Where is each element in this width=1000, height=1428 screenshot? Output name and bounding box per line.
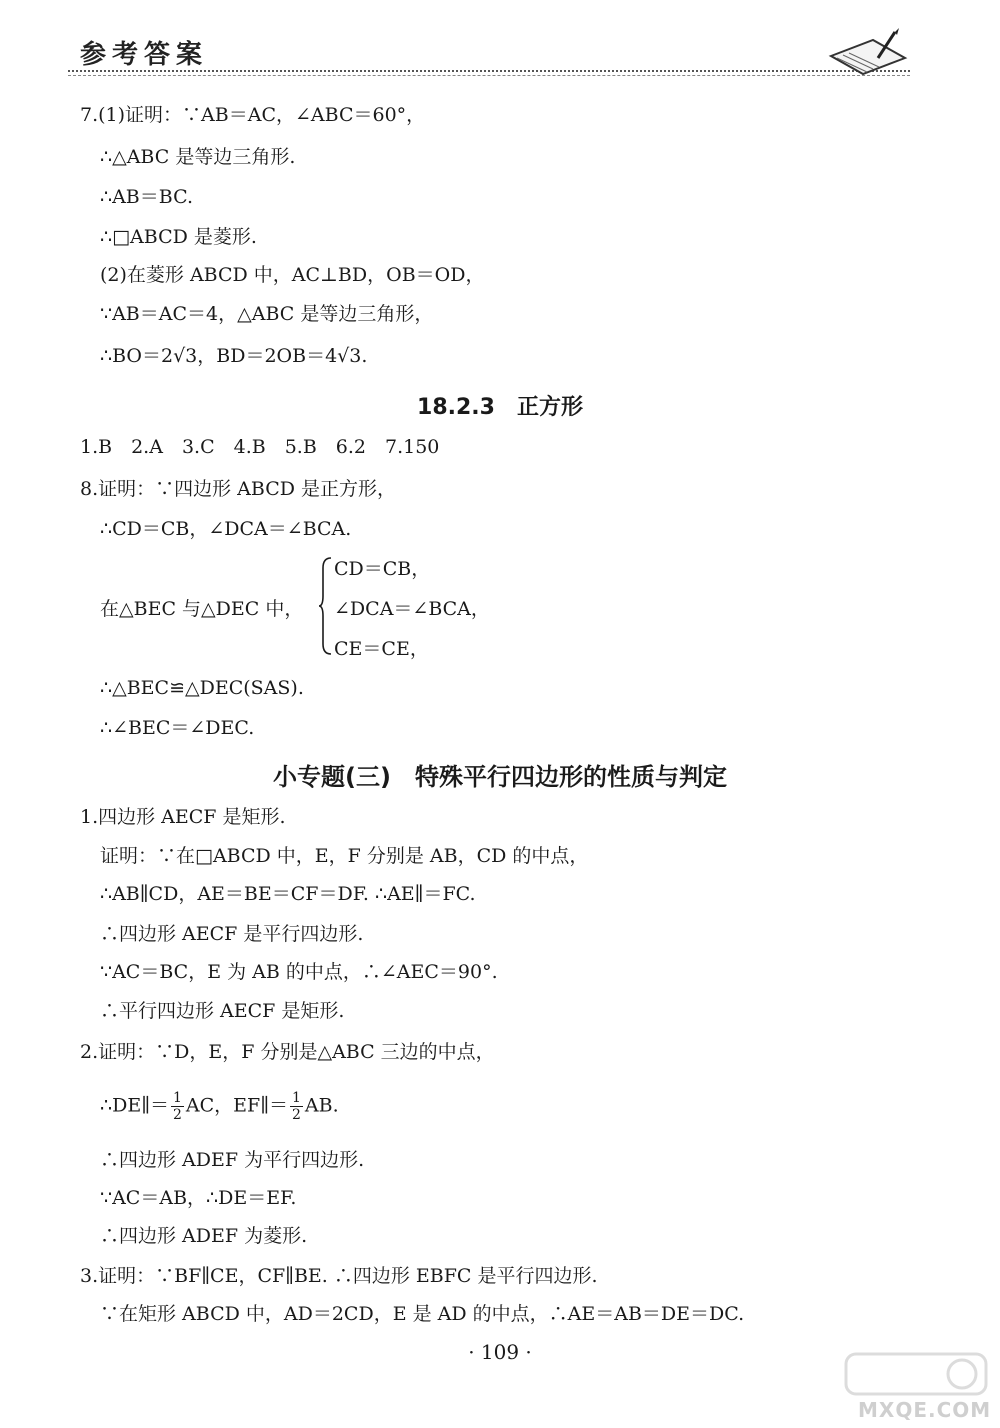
- p8-condition-1: CD＝CB，: [334, 558, 431, 580]
- fraction-half-2: [290, 1090, 303, 1123]
- s3-line-1: 3.证明：∵BF∥CE，CF∥BE. ∴四边形 EBFC 是平行四边形.: [80, 1265, 598, 1287]
- s2-line-2-part-c: AB.: [304, 1094, 339, 1117]
- header-rule: [68, 70, 910, 72]
- p8-condition-2: ∠DCA＝∠BCA，: [334, 598, 490, 620]
- p7-line-5: (2)在菱形 ABCD 中，AC⊥BD，OB＝OD，: [100, 264, 485, 286]
- s2-line-2: [100, 1090, 339, 1123]
- notebook-pen-icon: [823, 28, 913, 78]
- p8-line-4: ∴∠BEC＝∠DEC.: [100, 717, 255, 739]
- s1-line-6: ∴平行四边形 AECF 是矩形.: [100, 1000, 345, 1022]
- p8-line-2: ∴CD＝CB，∠DCA＝∠BCA.: [100, 518, 352, 540]
- s1-line-2: 证明：∵在□ABCD 中，E，F 分别是 AB，CD 的中点，: [100, 845, 589, 867]
- s2-line-1: 2.证明：∵D，E，F 分别是△ABC 三边的中点，: [80, 1041, 495, 1063]
- header-title: 参考答案: [80, 40, 209, 70]
- answers-1-7: 1.B 2.A 3.C 4.B 5.B 6.2 7.150: [80, 436, 440, 458]
- s1-line-4: ∴四边形 AECF 是平行四边形.: [100, 923, 364, 945]
- s2-line-4: ∵AC＝AB，∴DE＝EF.: [100, 1187, 297, 1209]
- header-rule-secondary: [68, 75, 910, 76]
- p7-line-2: ∴△ABC 是等边三角形.: [100, 146, 296, 168]
- watermark-text: MXQE.COM: [858, 1398, 992, 1422]
- curly-brace: [318, 556, 332, 656]
- section-title-special-3: 小专题(三) 特殊平行四边形的性质与判定: [273, 763, 727, 791]
- s1-line-5: ∵AC＝BC，E 为 AB 的中点，∴∠AEC＝90°.: [100, 961, 498, 983]
- watermark-logo-icon: [842, 1348, 992, 1398]
- p7-line-4: ∴□ABCD 是菱形.: [100, 226, 257, 248]
- p7-line-3: ∴AB＝BC.: [100, 186, 193, 208]
- section-title-18-2-3: 18.2.3 正方形: [417, 395, 583, 420]
- p8-line-1: 8.证明：∵四边形 ABCD 是正方形，: [80, 478, 397, 500]
- fraction-denominator: 2: [291, 1107, 301, 1123]
- fraction-numerator: 1: [172, 1090, 182, 1106]
- page-number: · 109 ·: [468, 1340, 532, 1364]
- p7-line-6: ∵AB＝AC＝4，△ABC 是等边三角形，: [100, 303, 434, 325]
- s1-line-3: ∴AB∥CD，AE＝BE＝CF＝DF. ∴AE∥＝FC.: [100, 883, 476, 905]
- p8-condition-3: CE＝CE，: [334, 638, 429, 660]
- fraction-denominator: 2: [172, 1107, 182, 1123]
- s2-line-2-part-a: ∴DE∥＝: [100, 1094, 169, 1117]
- s2-line-5: ∴四边形 ADEF 为菱形.: [100, 1225, 308, 1247]
- fraction-half-1: [171, 1090, 184, 1123]
- p8-condition-intro: 在△BEC 与△DEC 中，: [100, 598, 304, 620]
- p7-line-7: ∴BO＝2√3，BD＝2OB＝4√3.: [100, 345, 368, 367]
- s2-line-2-part-b: AC，EF∥＝: [185, 1094, 288, 1117]
- fraction-numerator: 1: [291, 1090, 301, 1106]
- s1-line-1: 1.四边形 AECF 是矩形.: [80, 806, 286, 828]
- page-header: [68, 28, 918, 80]
- s2-line-3: ∴四边形 ADEF 为平行四边形.: [100, 1149, 365, 1171]
- p7-line-1: 7.(1)证明：∵AB＝AC，∠ABC＝60°，: [80, 104, 426, 126]
- s3-line-2: ∵在矩形 ABCD 中，AD＝2CD，E 是 AD 的中点，∴AE＝AB＝DE＝DC.: [100, 1303, 745, 1325]
- p8-line-3: ∴△BEC≌△DEC(SAS).: [100, 677, 304, 699]
